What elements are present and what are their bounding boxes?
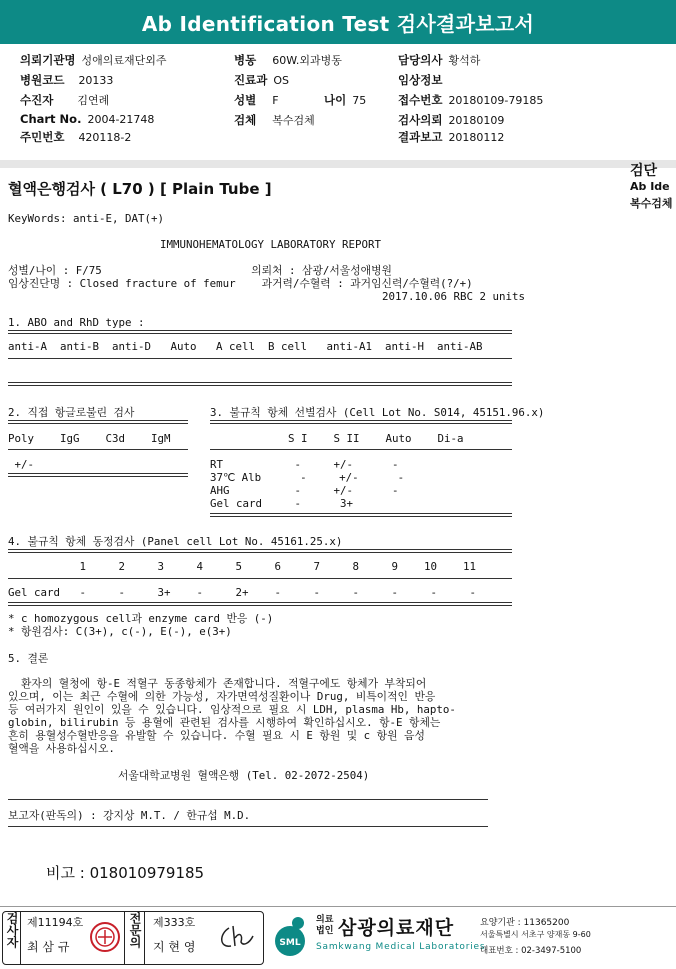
sml-logo-text: SML <box>279 938 301 948</box>
edge-fragment-2: Ab Ide <box>630 180 670 193</box>
tester-seal-icon <box>89 921 121 953</box>
sml-logo-icon <box>268 915 312 959</box>
panel-note-2: * 항원검사: C(3+), c(-), E(-), e(3+) <box>8 625 232 638</box>
edge-fragment-3: 복수검체 <box>630 197 673 210</box>
tester-info: 제11194호 최 삼 규 <box>21 912 125 964</box>
double-rule <box>8 382 512 386</box>
conclusion-line-4: globin, bilirubin 등 용혈에 관련된 검사를 시행하여 확인하십시오. 항-E 항체는 <box>8 716 441 729</box>
age-field: 나이 75 <box>324 93 367 107</box>
conclusion-line-5: 흔히 용혈성수혈반응을 유발할 수 있습니다. 수혈 필요 시 E 항원 및 c 항원 음성 <box>8 729 425 742</box>
screening-row-alb: 37℃ Alb - +/- - <box>210 471 405 484</box>
chief-signature-icon <box>215 922 257 952</box>
double-rule <box>8 330 512 334</box>
panel-note-1: * c homozygous cell과 enzyme card 반응 (-) <box>8 612 274 625</box>
dat-values: +/- <box>8 458 35 471</box>
clinical-field: 임상정보 <box>398 73 443 87</box>
report-section-title: 혈액은행검사 ( L70 ) [ Plain Tube ] <box>8 180 272 198</box>
brand-name: 삼광의료재단 <box>338 917 455 939</box>
tester-label: 검사자 <box>3 912 21 964</box>
section-1-heading: 1. ABO and RhD type : <box>8 316 145 329</box>
screening-row-gel: Gel card - 3+ <box>210 497 354 510</box>
conclusion-line-3: 등 여러가지 원인이 있을 수 있습니다. 임상적으로 필요 시 LDH, plasma Hb, hapto- <box>8 703 456 716</box>
remarks: 비고 : 018010979185 <box>46 864 205 882</box>
sml-branding <box>268 909 676 967</box>
double-rule <box>8 549 512 553</box>
ward-field: 병동 60W.외과병동 <box>234 53 342 67</box>
single-rule <box>8 449 188 450</box>
screening-header: S I S II Auto Di-a <box>210 432 464 445</box>
institution-code: 요양기관 : 11365200 <box>480 918 570 928</box>
double-rule <box>8 473 188 477</box>
doctor-field: 담당의사 황석하 <box>398 53 481 67</box>
patient-line: 성별/나이 : F/75 의뢰처 : 삼광/서울성애병원 <box>8 264 392 277</box>
section-4-heading: 4. 불규칙 항체 동정검사 (Panel cell Lot No. 45161.25.x) <box>8 535 343 548</box>
chart-no-field: Chart No. 2004-21748 <box>20 112 155 126</box>
reporter-line: 보고자(판독의) : 강지상 M.T. / 한규섭 M.D. <box>8 809 251 822</box>
panel-row-gel: Gel card - - 3+ - 2+ - - - - - - <box>8 586 477 599</box>
report-title-banner <box>0 0 676 44</box>
hospital-code-field: 병원코드 20133 <box>20 73 114 87</box>
chief-label: 전문의 <box>125 912 145 964</box>
conclusion-line-1: 환자의 혈청에 항-E 적혈구 동종항체가 존재합니다. 적혈구에도 항체가 부착되어 <box>8 677 427 690</box>
section-2-heading: 2. 직접 항글로불린 검사 <box>8 406 135 419</box>
patient-info-block <box>0 48 676 158</box>
report-title: Ab Identification Test 검사결과보고서 <box>141 11 535 36</box>
screening-row-rt: RT - +/- - <box>210 458 399 471</box>
lab-report <box>0 168 632 900</box>
conclusion-line-2: 있으며, 이는 최근 수혈에 의한 가능성, 자가면역성질환이나 Drug, 비특이적인 반응 <box>8 690 436 703</box>
specimen-field: 검체 복수검체 <box>234 113 315 127</box>
chief-info: 제333호 지 현 영 <box>145 912 263 964</box>
section-separator <box>0 160 676 168</box>
sex-field: 성별 F <box>234 93 279 107</box>
section-3-heading: 3. 불규칙 항체 선별검사 (Cell Lot No. S014, 45151.96.x) <box>210 406 545 419</box>
reported-field: 결과보고 20180112 <box>398 130 505 144</box>
edge-fragment-1: 검단 <box>630 163 658 179</box>
id-no-field: 주민번호 420118-2 <box>20 130 132 144</box>
dept-field: 진료과 OS <box>234 73 289 87</box>
conclusion-line-6: 혈액을 사용하십시오. <box>8 742 115 755</box>
dat-header: Poly IgG C3d IgM <box>8 432 171 445</box>
keywords: KeyWords: anti-E, DAT(+) <box>8 212 165 225</box>
receipt-field: 접수번호 20180109-79185 <box>398 93 544 107</box>
single-rule <box>8 799 488 800</box>
single-rule <box>8 578 512 579</box>
lab-report-title: IMMUNOHEMATOLOGY LABORATORY REPORT <box>160 238 382 251</box>
patient-field: 수진자 김연례 <box>20 93 110 107</box>
single-rule <box>210 449 512 450</box>
double-rule <box>210 420 512 424</box>
double-rule <box>8 602 512 606</box>
screening-row-ahg: AHG - +/- - <box>210 484 399 497</box>
single-rule <box>8 358 512 359</box>
phone: 대표번호 : 02-3497-5100 <box>480 946 582 956</box>
section-5-heading: 5. 결론 <box>8 652 49 665</box>
double-rule <box>210 513 512 517</box>
single-rule <box>8 826 488 827</box>
signature-box <box>2 911 264 965</box>
signature-footer <box>0 906 676 969</box>
diagnosis-line-2: 2017.10.06 RBC 2 units <box>382 290 526 303</box>
diagnosis-line: 임상진단명 : Closed fracture of femur 과거력/수혈력 : 과거임신력/수혈력(?/+) <box>8 277 473 290</box>
brand-prefix: 의료 법인 <box>316 915 334 936</box>
requested-field: 검사의뢰 20180109 <box>398 113 505 127</box>
institution-field: 의뢰기관명 성애의료재단외주 <box>20 53 167 67</box>
panel-header: 1 2 3 4 5 6 7 8 9 10 11 <box>8 560 477 573</box>
blood-bank-contact: 서울대학교병원 혈액은행 (Tel. 02-2072-2504) <box>118 769 370 782</box>
brand-english: Samkwang Medical Laboratories <box>316 942 486 952</box>
address: 서울특별시 서초구 양재동 9-60 <box>480 930 591 939</box>
abo-header: anti-A anti-B anti-D Auto A cell B cell anti-A1 anti-H anti-AB <box>8 340 483 353</box>
double-rule <box>8 420 188 424</box>
